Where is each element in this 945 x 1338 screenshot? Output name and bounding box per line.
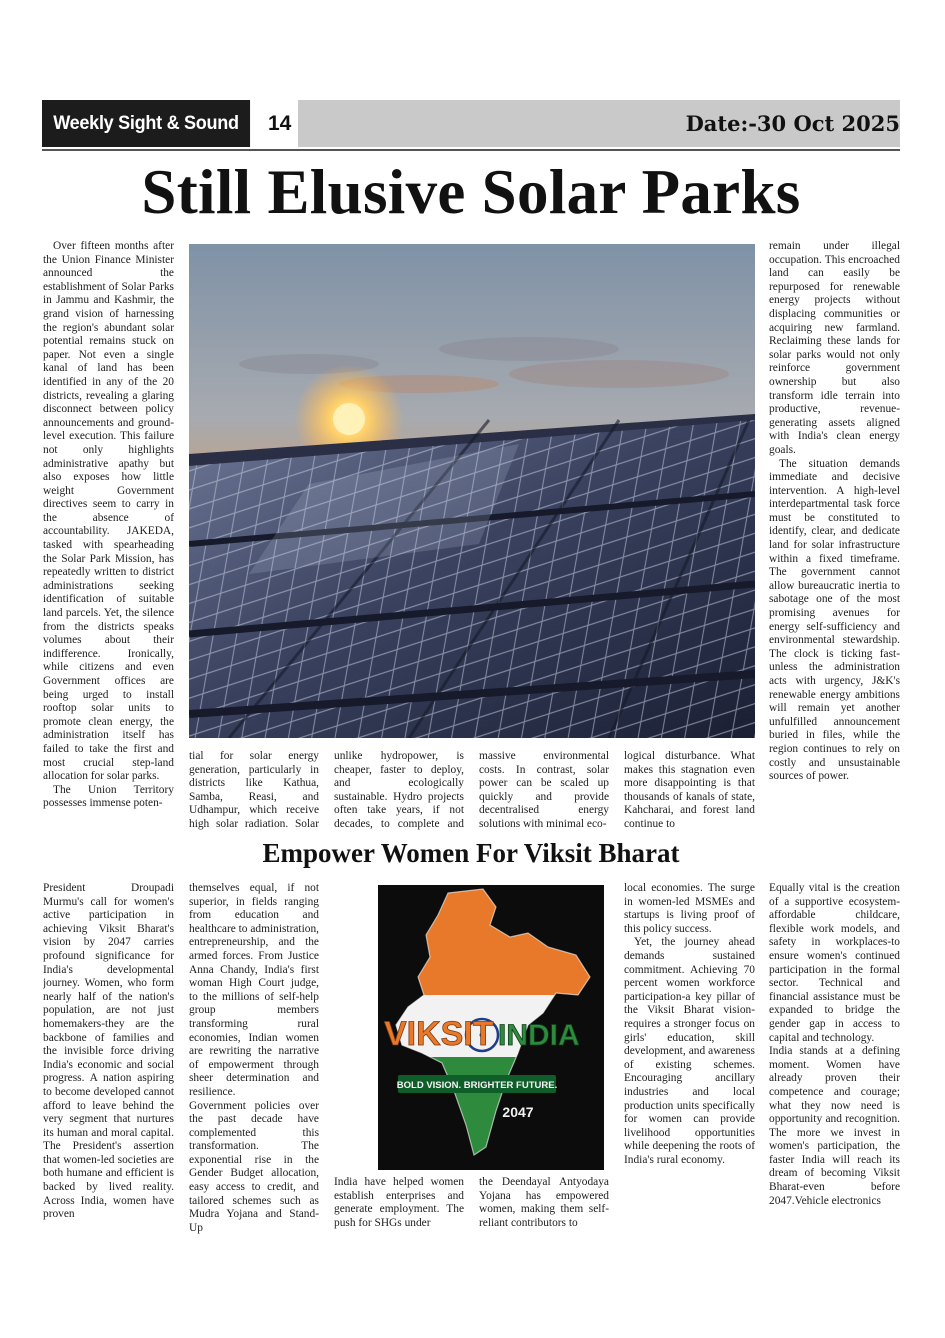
masthead-title: Weekly Sight & Sound xyxy=(42,100,250,147)
article2-col6-para-2: India stands at a defining moment. Women have already proven their competence and courage; what they now need is opportunity and recognition. The more we invest in women's participation, the faster India will reach its dream of becoming Viksit Bharat-even before 2047.Vehicle electronics xyxy=(769,1045,900,1207)
article2-col5-para-1: local economies. The surge in women-led MSMEs and startups is living proof of this policy success. xyxy=(624,882,755,935)
article2-column-3: India have helped women establish enterprises and generate employment. The push for SHGs under xyxy=(334,1176,464,1229)
article2-col2-para-2: Government policies over the past decade have complemented this transformation. The exponential rise in the Gender Budget allocation, easy access to credit, and tailored schemes such as Mudra Yojana and Stand-Up xyxy=(189,1099,319,1234)
article1-column-6 xyxy=(769,240,900,795)
page-number: 14 xyxy=(268,112,292,135)
article1-headline: Still Elusive Solar Parks xyxy=(141,157,801,227)
logo-text-india: INDIA xyxy=(498,1019,580,1052)
issue-date: Date:-30 Oct 2025 xyxy=(685,111,900,136)
article2-column-6 xyxy=(769,882,900,1238)
article2-column-4: the Deendayal Antyodaya Yojana has empowered women, making them self-reliant contributors to xyxy=(479,1176,609,1229)
article1-column-4: massive environmental costs. In contrast, solar power can be scaled up quickly and provide decentralised energy solutions with minimal eco- xyxy=(479,750,609,830)
poster-tagline: BOLD VISION. BRIGHTER FUTURE. xyxy=(396,1080,558,1091)
article1-column-1 xyxy=(43,240,174,820)
article2-column-1: President Droupadi Murmu's call for women's active participation in achieving Viksit Bharat's vision by 2047 carries profound significance for India's developmental journey. Women, who form nearly half of the nation's population, are not just homemakers-they are the backbone of families and the invisible force driving India's economic and social progress. A nation aspiring to become developed cannot afford to leave behind the very segment that nurtures its human and moral capital. The President's assertion that women-led societies are both humane and efficient is backed by lived reality. Across India, women have proven xyxy=(43,882,174,1221)
article1-col1-para-2: The Union Territory possesses immense poten- xyxy=(43,783,174,810)
solar-panels-sunset-photo xyxy=(189,244,755,738)
logo-text-viksit: VIKSIT xyxy=(384,1015,494,1053)
date-bar xyxy=(298,100,900,147)
article2-col6-para-1: Equally vital is the creation of a supportive ecosystem-affordable childcare, flexible work models, and safety in workplaces-to ensure women's continued participation in the formal sector. Technical and financial assistance must be expanded to bridge the gender gap in access to capital and technology. xyxy=(769,882,900,1044)
article1-column-5: logical disturbance. What makes this stagnation even more disappointing is that thousands of kanals of state, Kahcharai, and forest land continue to xyxy=(624,750,755,830)
article2-headline: Empower Women For Viksit Bharat xyxy=(262,838,680,868)
poster-year: 2047 xyxy=(502,1104,534,1120)
header-rule xyxy=(42,149,900,151)
article2-column-5 xyxy=(624,882,755,1238)
article1-col1-para-1: Over fifteen months after the Union Finance Minister announced the establishment of Solar Parks in Jammu and Kashmir, the grand vision of harnessing the region's abundant solar potential remains stuck on paper. Not even a single kanal of land has been identified in any of the 20 districts, revealing a glaring disconnect between policy announcements and ground-level execution. This failure not only highlights administrative apathy but also exposes how little weight Government directives seem to carry in the absence of accountability. JAKEDA, tasked with spearheading the Solar Park Mission, has repeatedly written to district administrations seeking identification of suitable land parcels. Yet, the silence from the districts speaks volumes about their indifference. Ironically, while citizens and even Government offices are being urged to install rooftop solar units to promote clean energy, the administration itself has failed to take the first and most crucial step-land allocation for solar parks. xyxy=(43,240,174,783)
article1-col6-para-2: The situation demands immediate and decisive intervention. A high-level interdepartmental task force must be constituted to identify, clear, and dedicate land for solar infrastructure within a fixed timeframe. The government cannot allow bureaucratic inertia to sabotage one of the most promising avenues for energy self-sufficiency and environmental stewardship. The clock is ticking fast-unless the administration acts with urgency, J&K's renewable energy ambitions will remain yet another unfulfilled announcement buried in files, while the region continues to rely on costly and unsustainable sources of power. xyxy=(769,457,900,783)
viksit-india-poster xyxy=(378,885,604,1170)
article1-column-2: tial for solar energy generation, particularly in districts like Kathua, Samba, Reasi, and Udhampur, which receive high solar radiation. Solar xyxy=(189,750,319,830)
article1-col6-para-1: remain under illegal occupation. This encroached land can easily be repurposed for renewable energy projects without displacing communities or acquiring new farmland. Reclaiming these lands for solar parks would not only reinforce government ownership but also transform idle terrain into productive, revenue-generating assets aligned with India's clean energy goals. xyxy=(769,240,900,456)
page-header xyxy=(42,100,900,147)
article2-col2-para-1: themselves equal, if not superior, in fields ranging from education and healthcare to administration, entrepreneurship, and the armed forces. From Justice Anna Chandy, India's first woman High Court judge, to the millions of self-help group members transforming rural economies, Indian women are rewriting the narrative of empowerment through sheer determination and resilience. xyxy=(189,882,319,1098)
article2-col5-para-2: Yet, the journey ahead demands sustained commitment. Achieving 70 percent women workforce participation-a key pillar of the Viksit Bharat vision-requires a stronger focus on girls' education, skill development, and awareness of existing schemes. Encouraging ancillary industries and local production units specifically for women can provide livelihood opportunities while deepening the roots of India's rural economy. xyxy=(624,936,755,1166)
article1-column-3: unlike hydropower, is cheaper, faster to deploy, and ecologically sustainable. Hydro projects often take years, if not decades, to complete and xyxy=(334,750,464,830)
india-map-tricolor-icon xyxy=(378,885,604,1170)
article2-column-2 xyxy=(189,882,319,1238)
